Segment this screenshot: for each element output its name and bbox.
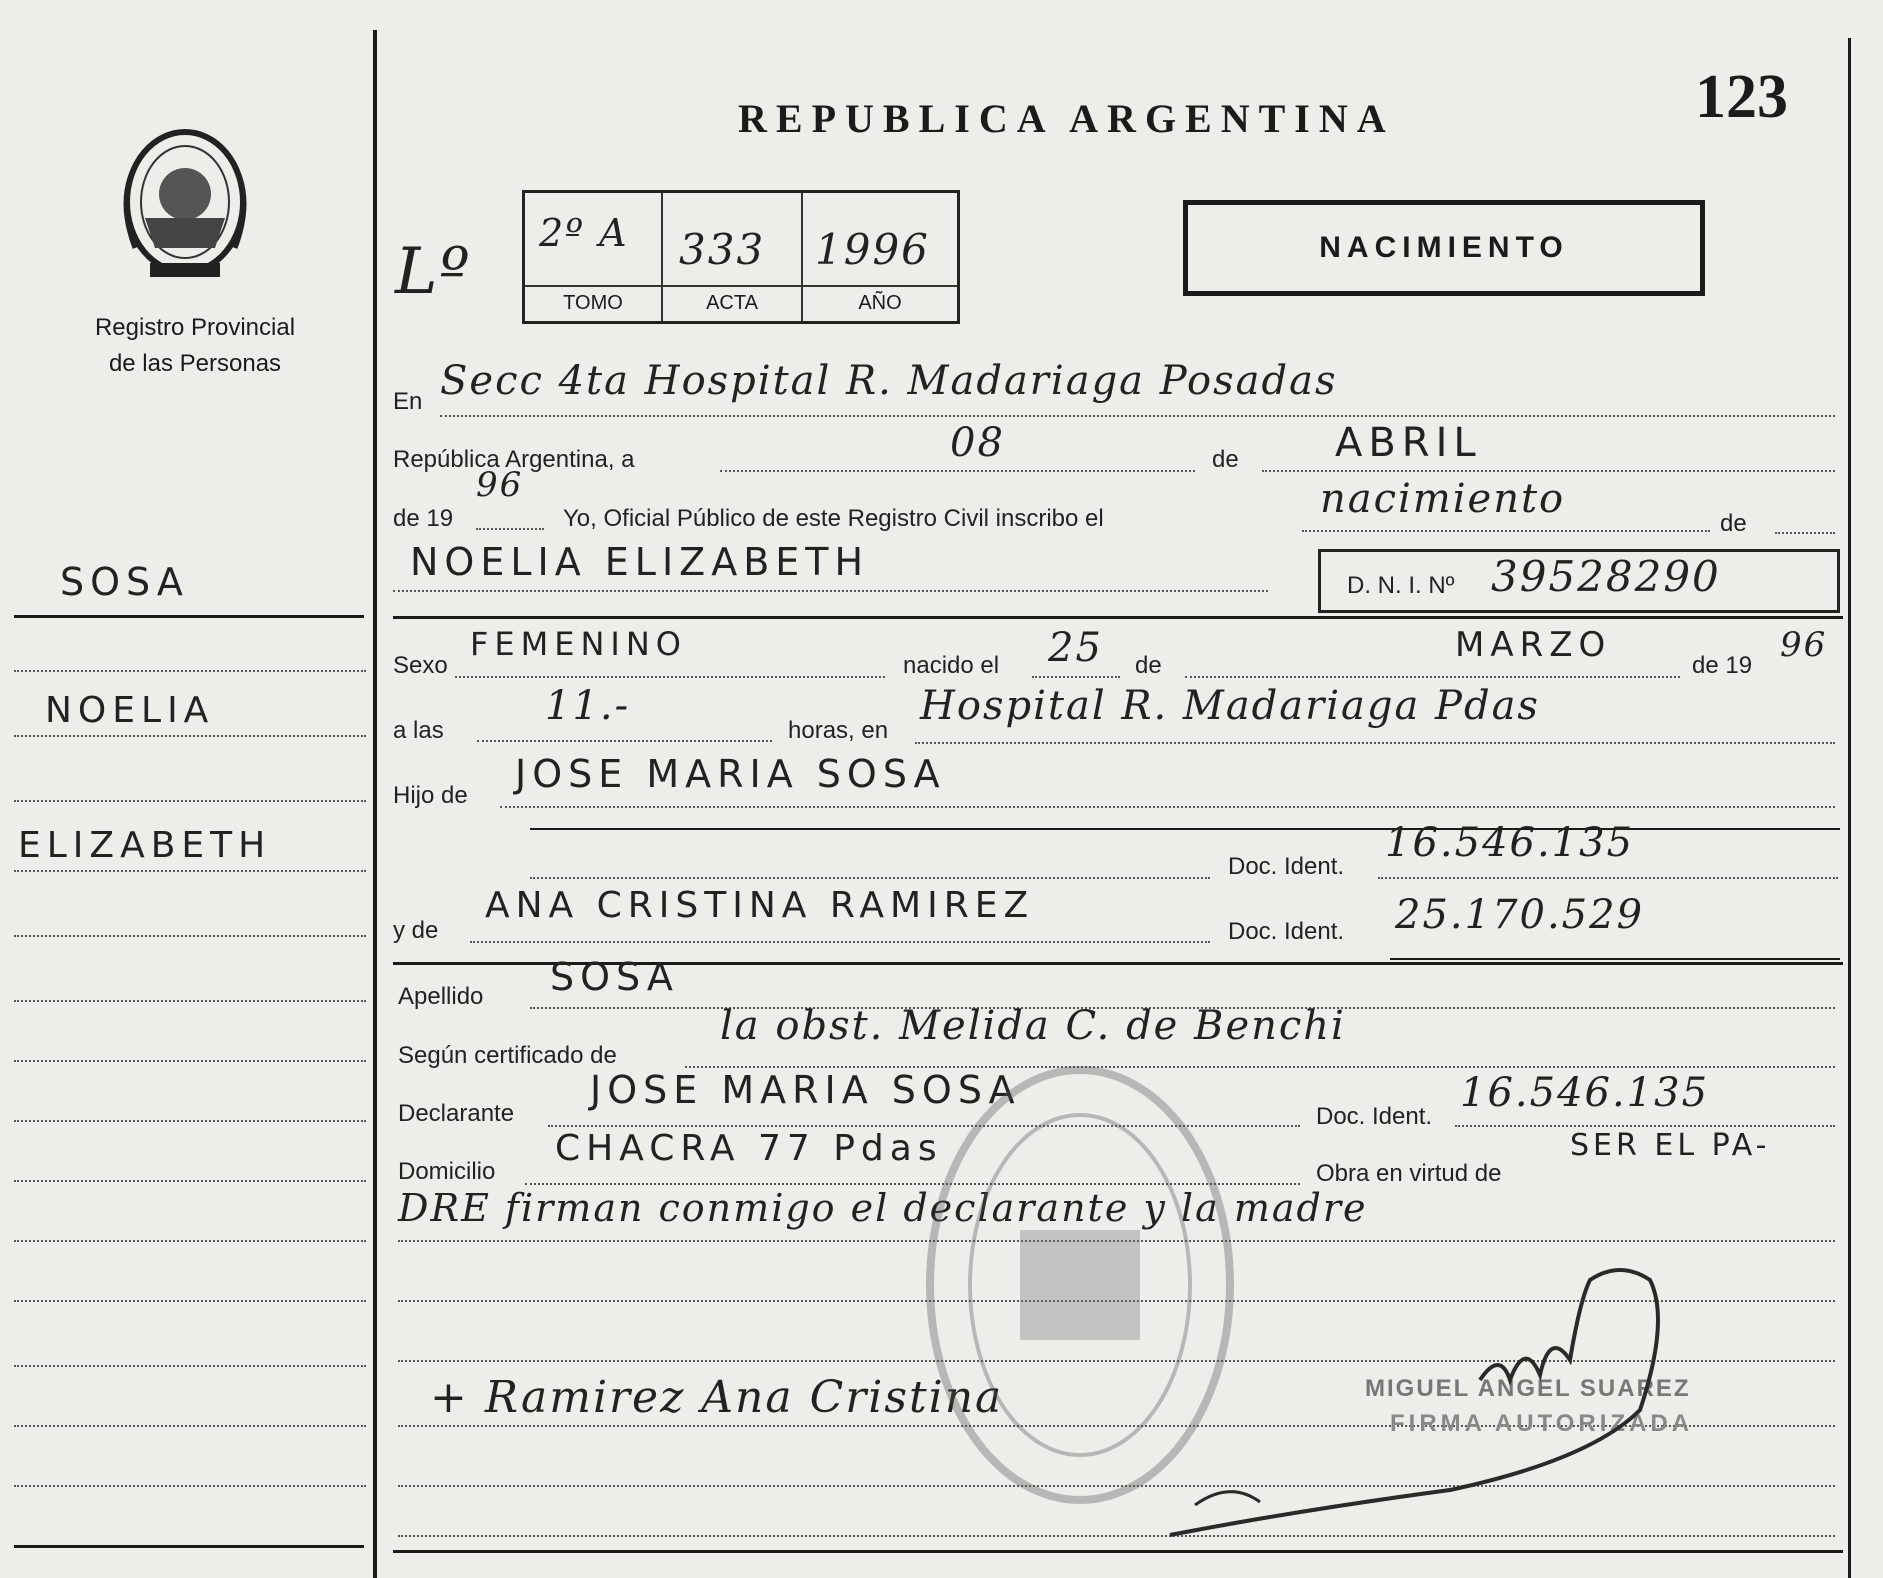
horas-en-label: horas, en xyxy=(788,717,889,744)
domicilio-label: Domicilio xyxy=(398,1158,496,1185)
document-number: 123 xyxy=(1695,63,1788,131)
tomo-label: TOMO xyxy=(563,292,623,314)
a-las-label: a las xyxy=(393,717,444,744)
inscribo-line xyxy=(1302,530,1710,532)
sidebar-dotted-line xyxy=(14,1425,366,1427)
day-value: 08 xyxy=(950,420,1005,466)
tomo-cell xyxy=(525,193,663,321)
father-doc: 16.546.135 xyxy=(1385,820,1635,866)
sexo-line xyxy=(455,676,885,678)
mother-doc-rule xyxy=(1390,958,1840,960)
nacido-day-line xyxy=(1032,676,1120,678)
hora-line xyxy=(477,740,772,742)
nacido-day: 25 xyxy=(1048,625,1103,671)
month-line xyxy=(1262,470,1835,472)
father-doc-line xyxy=(1378,877,1838,879)
dni-value: 39528290 xyxy=(1491,552,1721,601)
anio-label: AÑO xyxy=(858,292,902,314)
doc-ident-label: Doc. Ident. xyxy=(1228,853,1345,880)
de-line-2 xyxy=(1775,532,1835,534)
registry-line-1: Registro Provincial xyxy=(94,314,296,341)
obra-value: SER EL PA- xyxy=(1570,1128,1771,1163)
inscribo-value: nacimiento xyxy=(1320,476,1566,522)
sidebar-surname: SOSA xyxy=(60,560,189,604)
dni-box xyxy=(1318,549,1840,613)
parents-rule xyxy=(530,828,1840,830)
sidebar-dotted-line xyxy=(14,870,366,872)
sidebar-dotted-line xyxy=(14,1180,366,1182)
nacido-month-line xyxy=(1185,676,1680,678)
de19b-label: de 19 xyxy=(1692,652,1753,679)
acta-label: ACTA xyxy=(706,292,758,314)
sidebar-name-1: NOELIA xyxy=(45,690,215,731)
sidebar-dotted-line xyxy=(14,1365,366,1367)
en-label: En xyxy=(393,388,423,415)
obra-label: Obra en virtud de xyxy=(1316,1160,1502,1187)
sidebar-dotted-line xyxy=(14,1485,366,1487)
sidebar-dotted-line xyxy=(14,670,366,672)
child-name: NOELIA ELIZABETH xyxy=(410,540,870,584)
sidebar-dotted-line xyxy=(14,1300,366,1302)
acta-value: 333 xyxy=(679,225,766,274)
sidebar-dotted-line xyxy=(14,735,366,737)
sidebar-dotted-line xyxy=(14,1120,366,1122)
hijo-label: Hijo de xyxy=(393,782,468,809)
provincial-seal-icon xyxy=(110,118,260,286)
sidebar-dotted-line xyxy=(14,1060,366,1062)
page-title: REPUBLICA ARGENTINA xyxy=(738,96,1395,141)
en-value: Secc 4ta Hospital R. Madariaga Posadas xyxy=(440,358,1338,404)
apellido-label: Apellido xyxy=(398,983,484,1010)
day-line xyxy=(720,470,1195,472)
year-line xyxy=(476,528,544,530)
doc-ident-label-2: Doc. Ident. xyxy=(1228,918,1345,945)
anio-cell xyxy=(803,193,957,321)
nacido-label: nacido el xyxy=(903,652,1000,679)
obra-continuation: DRE firman conmigo el declarante y la madre xyxy=(398,1186,1368,1230)
nacido-de-label: de xyxy=(1135,652,1162,679)
en-line xyxy=(440,415,1835,417)
sidebar-dotted-line xyxy=(14,1000,366,1002)
de19-label: de 19 xyxy=(393,505,454,532)
month-value: ABRIL xyxy=(1335,420,1482,466)
sidebar-bottom-rule xyxy=(14,1545,364,1548)
registry-box xyxy=(522,190,960,324)
child-name-line xyxy=(393,590,1268,592)
libro-mark: Lº xyxy=(395,235,472,309)
hora-value: 11.- xyxy=(545,683,631,729)
official-signature xyxy=(1150,1240,1720,1540)
father-name-line xyxy=(500,806,1835,808)
de-label: de xyxy=(1212,446,1239,473)
official-stamp-role: FIRMA AUTORIZADA xyxy=(1390,1410,1694,1437)
segun-value: la obst. Melida C. de Benchi xyxy=(720,1003,1346,1049)
declarante-value: JOSE MARIA SOSA xyxy=(590,1068,1021,1112)
sexo-value: FEMENINO xyxy=(470,625,687,663)
lugar-value: Hospital R. Madariaga Pdas xyxy=(920,683,1540,729)
document-type-box: NACIMIENTO xyxy=(1183,200,1705,296)
father-name: JOSE MARIA SOSA xyxy=(515,752,946,796)
right-border xyxy=(1848,38,1851,1578)
mother-doc: 25.170.529 xyxy=(1395,892,1645,938)
declarante-doc-line xyxy=(1455,1125,1835,1127)
sexo-label: Sexo xyxy=(393,652,448,679)
declarante-label: Declarante xyxy=(398,1100,515,1127)
sidebar-dotted-line xyxy=(14,935,366,937)
mother-signature: + Ramirez Ana Cristina xyxy=(430,1372,1004,1423)
republica-label: República Argentina, a xyxy=(393,446,635,473)
nacido-month: MARZO xyxy=(1455,625,1612,665)
dni-label: D. N. I. Nº xyxy=(1347,572,1455,599)
registry-line-2: de las Personas xyxy=(108,350,282,377)
sidebar-dotted-line xyxy=(14,800,366,802)
lugar-line xyxy=(915,742,1835,744)
sidebar-dotted-line xyxy=(14,1240,366,1242)
mother-name-line xyxy=(470,941,1210,943)
segun-label: Según certificado de xyxy=(398,1042,617,1069)
sidebar-name-2: ELIZABETH xyxy=(18,825,272,866)
apellido-value: SOSA xyxy=(550,955,679,999)
declarante-doc: 16.546.135 xyxy=(1460,1070,1710,1116)
mother-name: ANA CRISTINA RAMIREZ xyxy=(485,885,1035,926)
y-de-label: y de xyxy=(393,917,439,944)
sidebar-rule xyxy=(14,615,364,618)
nacido-year: 96 xyxy=(1780,625,1828,665)
yo-label: Yo, Oficial Público de este Registro Civil inscribo el xyxy=(563,505,1104,532)
registry-name xyxy=(40,310,350,382)
acta-cell xyxy=(663,193,803,321)
de-label-2: de xyxy=(1720,510,1747,537)
official-stamp-name: MIGUEL ANGEL SUAREZ xyxy=(1365,1375,1691,1402)
bottom-rule xyxy=(393,1550,1843,1553)
tomo-value: 2º A xyxy=(539,211,629,255)
doc-ident-label-3: Doc. Ident. xyxy=(1316,1103,1433,1130)
section-rule xyxy=(393,616,1843,619)
year-value: 96 xyxy=(476,465,524,505)
domicilio-value: CHACRA 77 Pdas xyxy=(555,1128,943,1169)
page-divider xyxy=(373,30,377,1578)
anio-value: 1996 xyxy=(815,225,930,274)
father-line-2 xyxy=(530,877,1210,879)
